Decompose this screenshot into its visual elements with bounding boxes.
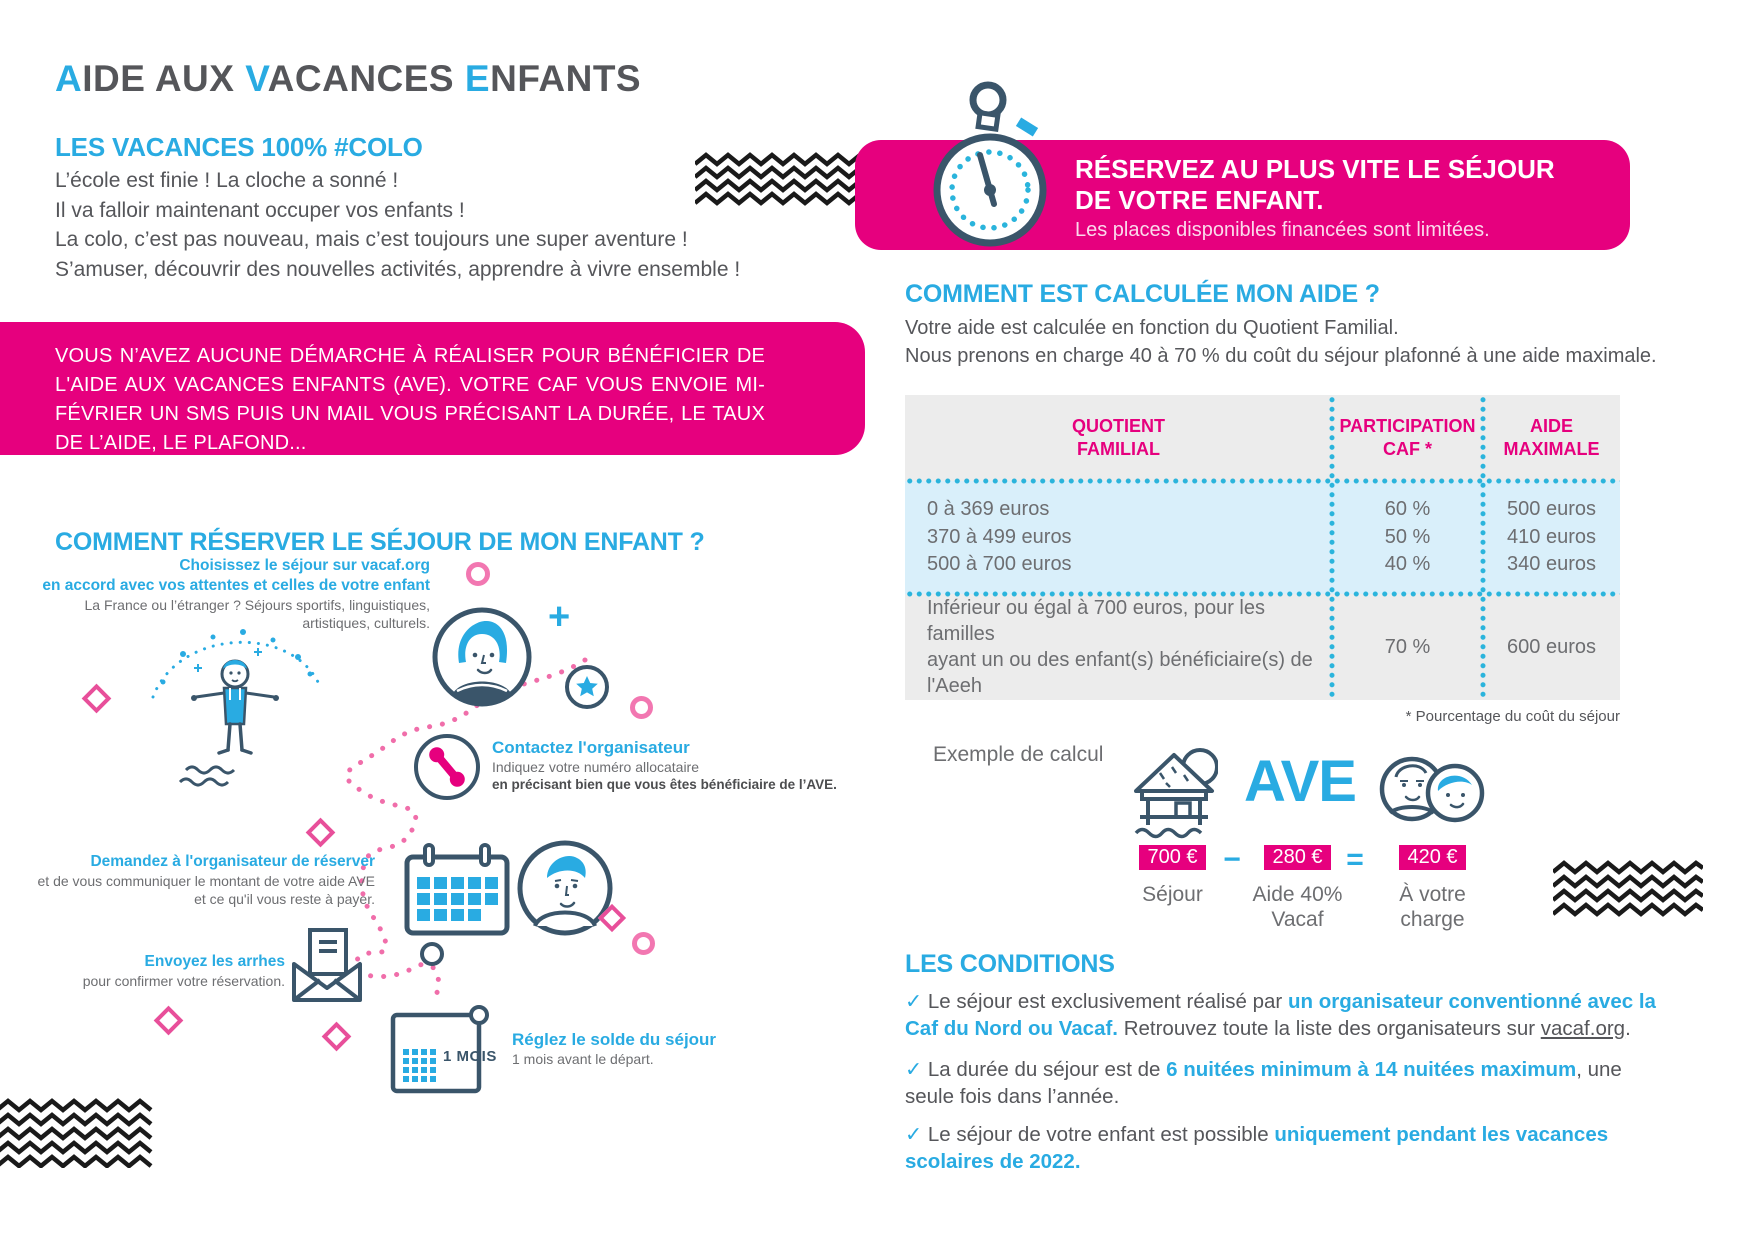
calc-label-sejour: Séjour xyxy=(1142,883,1203,906)
banner-subtitle: Les places disponibles financées sont limitées. xyxy=(1075,219,1490,241)
step-reglez xyxy=(512,1030,772,1068)
table-row: 40 % xyxy=(1384,553,1431,576)
envelope-icon xyxy=(288,926,366,1004)
star-icon xyxy=(564,664,610,710)
notice-box: VOUS N’AVEZ AUCUNE DÉMARCHE À RÉALISER POUR BÉNÉFICIER DE L'AIDE AUX VACANCES ENFANTS (AVE). VOTRE CAF VOUS ENVOIE MI-FÉVRIER UN SMS PUIS UN MAIL VOUS PRÉCISANT LA DURÉE, LE TAUX DE L’AIDE, LE PLAFOND... xyxy=(0,322,865,455)
table-footnote: * Pourcentage du coût du séjour xyxy=(1405,708,1620,725)
step-subtitle-strong: en précisant bien que vous êtes bénéficiaire de l’AVE. xyxy=(492,777,837,792)
table-row: 60 % xyxy=(1384,498,1431,521)
step-title: Choisissez le séjour sur vacaf.org xyxy=(179,557,430,574)
checkmark-icon: ✓ xyxy=(905,990,923,1013)
step-contactez xyxy=(492,738,912,794)
intro-line: S’amuser, découvrir des nouvelles activités, apprendre à vivre ensemble ! xyxy=(55,257,741,281)
section-heading-aide: COMMENT EST CALCULÉE MON AIDE ? xyxy=(905,280,1380,308)
table-header-participation: PARTICIPATION CAF * xyxy=(1339,416,1476,459)
section-heading-conditions: LES CONDITIONS xyxy=(905,950,1115,978)
child-camp-illustration xyxy=(138,612,333,792)
table-cell-caf-group1 xyxy=(1332,481,1483,594)
intro-paragraph xyxy=(55,166,740,284)
table-cell-qf-group1 xyxy=(927,481,1317,594)
intro-line: L’école est finie ! La cloche a sonné ! xyxy=(55,169,399,192)
step-title: Envoyez les arrhes xyxy=(144,953,285,970)
table-header-quotient: QUOTIENT FAMILIAL xyxy=(1072,416,1165,459)
one-month-label: 1 MOIS xyxy=(443,1048,497,1065)
intro-line: Il va falloir maintenant occuper vos enfants ! xyxy=(55,198,465,222)
calc-amount-aide: 280 € xyxy=(1250,845,1345,870)
dot-decoration xyxy=(466,562,490,586)
vacaf-link[interactable]: vacaf.org xyxy=(1540,1017,1626,1040)
step-title: Réglez le solde du séjour xyxy=(512,1030,717,1049)
table-divider xyxy=(1480,395,1486,700)
step-subtitle: et ce qu'il vous reste à payer. xyxy=(194,891,375,907)
example-label: Exemple de calcul xyxy=(933,743,1104,766)
table-row: 410 euros xyxy=(1507,525,1596,548)
calc-label-charge: À votre charge xyxy=(1399,883,1466,931)
family-icon xyxy=(1378,745,1488,837)
banner-title-line: DE VOTRE ENFANT. xyxy=(1075,185,1324,215)
table-row: 500 à 700 euros xyxy=(927,553,1072,576)
parent-avatar-icon xyxy=(430,605,534,709)
table-row: 370 à 499 euros xyxy=(927,525,1072,548)
table-row: 0 à 369 euros xyxy=(927,498,1050,521)
table-divider xyxy=(905,591,1620,597)
page-title: AIDE AUX VACANCES ENFANTS xyxy=(55,58,642,99)
table-header-aide-max: AIDE MAXIMALE xyxy=(1503,416,1600,459)
table-row: 50 % xyxy=(1384,525,1431,548)
title-initial-e: E xyxy=(464,58,491,99)
aid-intro xyxy=(905,314,1657,370)
banner-text xyxy=(1075,154,1555,242)
ave-badge: AVE xyxy=(1244,749,1356,814)
calc-amount-sejour: 700 € xyxy=(1125,845,1220,870)
step-title: Contactez l'organisateur xyxy=(492,738,690,757)
step-subtitle: pour confirmer votre réservation. xyxy=(82,973,285,989)
section-heading-colo: LES VACANCES 100% #COLO xyxy=(55,132,423,162)
condition-item-duree: ✓ La durée du séjour est de 6 nuitées minimum à 14 nuitées maximum, une seule fois dans l’année. xyxy=(905,1058,1622,1108)
condition-item-organisateur: ✓ Le séjour est exclusivement réalisé par un organisateur conventionné avec la Caf du Nord ou Vacaf. Retrouvez toute la liste des organisateurs sur vacaf.org. xyxy=(905,990,1656,1040)
section-heading-reserver: COMMENT RÉSERVER LE SÉJOUR DE MON ENFANT ? xyxy=(55,528,705,556)
table-divider xyxy=(905,478,1620,484)
title-initial-a: A xyxy=(55,58,83,99)
step-subtitle: artistiques, culturels. xyxy=(302,615,430,631)
hut-icon xyxy=(1130,745,1218,839)
step-demandez xyxy=(25,852,375,908)
calc-amount-charge: 420 € xyxy=(1385,845,1480,870)
dot-decoration xyxy=(632,932,655,955)
table-cell-aide-group1 xyxy=(1483,481,1620,594)
checkmark-icon: ✓ xyxy=(905,1058,923,1081)
condition-item-vacances: ✓ Le séjour de votre enfant est possible uniquement pendant les vacances scolaires de 2022. xyxy=(905,1123,1609,1173)
aid-table xyxy=(905,395,1620,700)
table-row: Inférieur ou égal à 700 euros, pour les familles xyxy=(927,597,1265,645)
plus-icon: + xyxy=(548,596,571,638)
zigzag-pattern xyxy=(0,1098,153,1168)
step-subtitle: La France ou l’étranger ? Séjours sportifs, linguistiques, xyxy=(84,597,430,613)
banner-title-line: RÉSERVEZ AU PLUS VITE LE SÉJOUR xyxy=(1075,154,1555,184)
diamond-decoration xyxy=(82,684,112,714)
equals-operator: = xyxy=(1346,843,1364,876)
zigzag-pattern xyxy=(1553,860,1703,918)
table-cell-caf-group2: 70 % xyxy=(1384,635,1431,658)
calc-label-aide: Aide 40% Vacaf xyxy=(1252,883,1343,931)
minus-operator: − xyxy=(1223,843,1241,876)
phone-icon xyxy=(412,732,482,802)
circle-decoration xyxy=(420,942,444,966)
table-cell-qf-group2 xyxy=(927,594,1322,700)
table-row: ayant un ou des enfant(s) bénéficiaire(s) de l'Aeeh xyxy=(927,649,1313,697)
step-subtitle: Indiquez votre numéro allocataire xyxy=(492,759,700,775)
stopwatch-icon xyxy=(925,78,1055,253)
step-title: en accord avec vos attentes et celles de votre enfant xyxy=(42,577,430,594)
step-envoyez xyxy=(40,952,285,990)
table-row: 500 euros xyxy=(1507,498,1596,521)
dot-decoration xyxy=(630,696,653,719)
table-row: 340 euros xyxy=(1507,553,1596,576)
zigzag-pattern xyxy=(695,152,860,214)
aid-intro-line: Votre aide est calculée en fonction du Quotient Familial. xyxy=(905,317,1399,339)
title-initial-v: V xyxy=(245,58,268,99)
intro-line: La colo, c’est pas nouveau, mais c’est toujours une super aventure ! xyxy=(55,228,688,251)
table-cell-aide-group2: 600 euros xyxy=(1507,635,1596,658)
step-subtitle: 1 mois avant le départ. xyxy=(512,1051,654,1067)
diamond-decoration xyxy=(154,1006,184,1036)
step-title: Demandez à l'organisateur de réserver xyxy=(90,853,375,870)
table-divider xyxy=(1329,395,1335,700)
calendar-icon xyxy=(403,843,511,937)
step-subtitle: et de vous communiquer le montant de votre aide AVE xyxy=(37,873,375,889)
checkmark-icon: ✓ xyxy=(905,1123,923,1146)
aid-intro-line: Nous prenons en charge 40 à 70 % du coût du séjour plafonné à une aide maximale. xyxy=(905,345,1657,367)
child-avatar-icon xyxy=(515,838,615,938)
